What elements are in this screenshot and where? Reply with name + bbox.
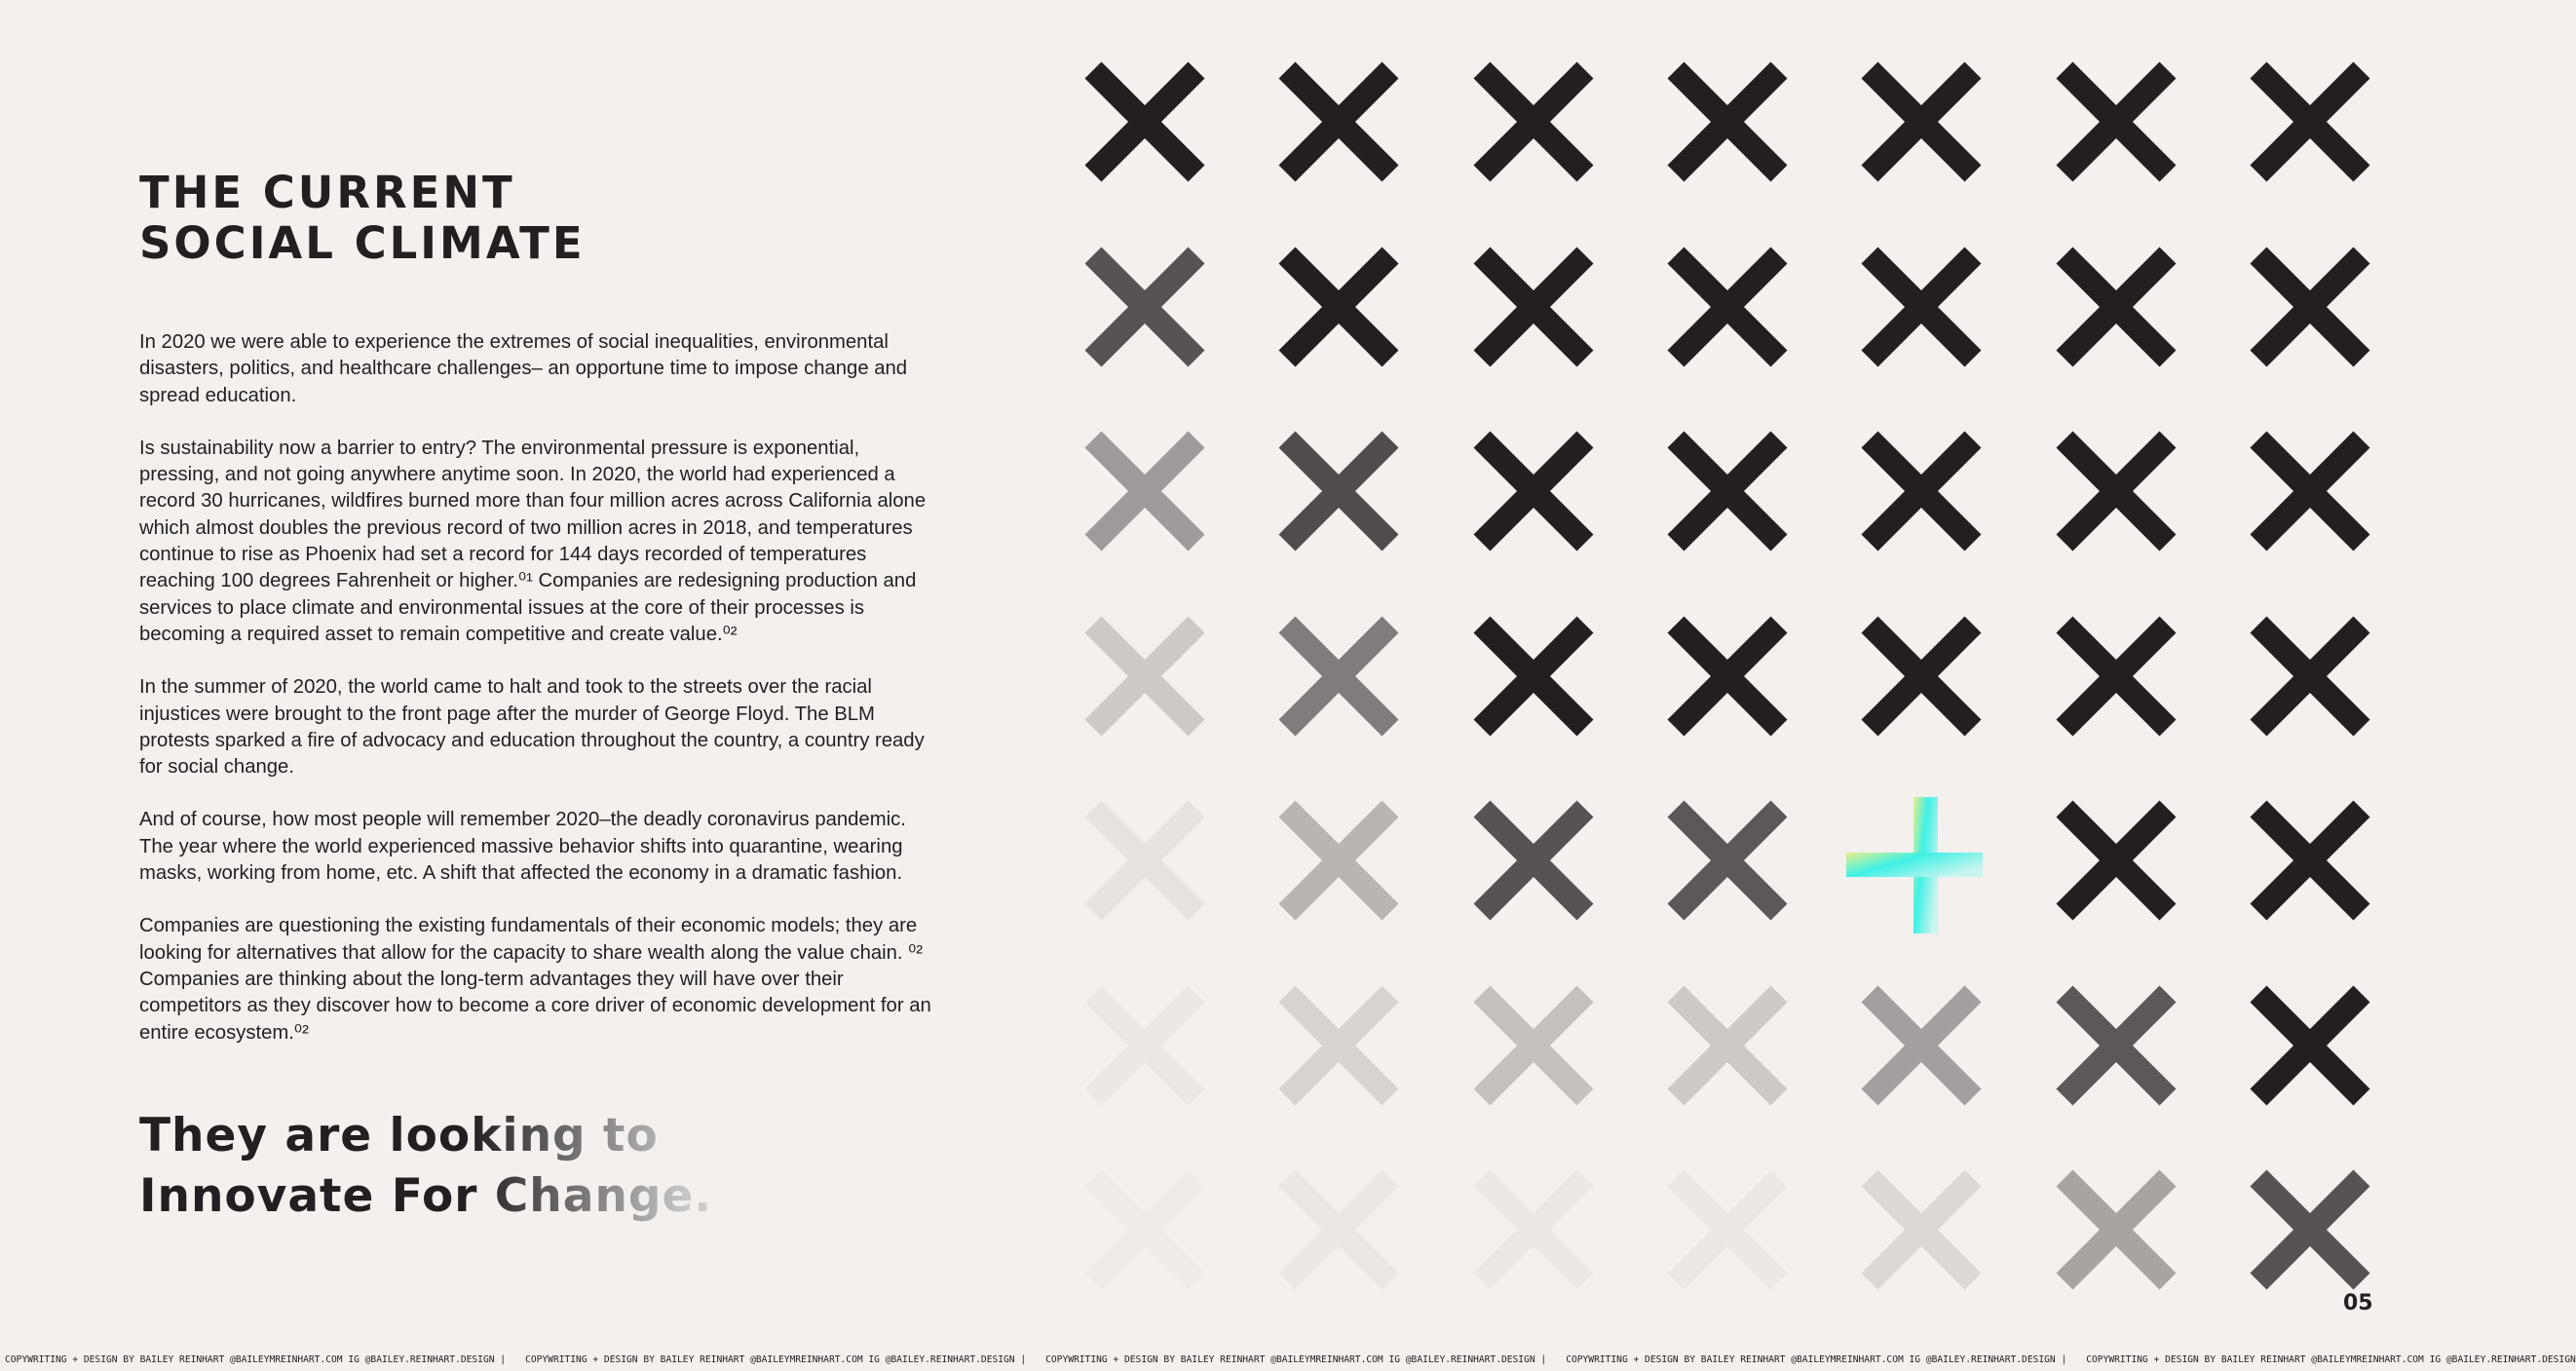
- page-title-line-2: SOCIAL CLIMATE: [139, 217, 586, 269]
- x-mark-icon: [1664, 244, 1791, 370]
- x-mark-icon: [1858, 58, 1985, 185]
- tagline: [139, 1106, 712, 1227]
- x-mark-icon: [1470, 982, 1597, 1109]
- x-mark-icon: [2053, 58, 2179, 185]
- x-mark-icon: [2247, 982, 2373, 1109]
- footer-credit: COPYWRITING + DESIGN BY BAILEY REINHART @BAILEYMREINHART.COM IG @BAILEY.REINHART.DESIGN |: [525, 1354, 1027, 1365]
- x-mark-icon: [1275, 797, 1402, 924]
- tagline-line-2: Innovate For Change.: [139, 1169, 713, 1223]
- x-mark-icon: [2247, 797, 2373, 924]
- x-mark-icon: [1081, 982, 1208, 1109]
- footer-credits: [0, 1352, 2576, 1368]
- x-mark-icon: [1664, 797, 1791, 924]
- x-mark-icon: [1858, 982, 1985, 1109]
- footer-credit: COPYWRITING + DESIGN BY BAILEY REINHART @BAILEYMREINHART.COM IG @BAILEY.REINHART.DESIGN |: [1045, 1354, 1547, 1365]
- paragraph-environment: Is sustainability now a barrier to entry? The environmental pressure is exponential, pressing, and not going anywhere anytime soon. In 2020, the world had experienced a record 30 hurricanes, wildfires burned more than four million acres across California alone which almost doubles the previous record of two million acres in 2018, and temperatures continue to rise as Phoenix had set a record for 144 days recorded of temperatures reaching 100 degrees Fahrenheit or higher.⁰¹ Companies are redesigning production and services to place climate and environmental issues at the core of their processes is becoming a required asset to remain competitive and create value.⁰²: [139, 437, 927, 645]
- x-mark-icon: [1470, 428, 1597, 554]
- page-title: [139, 168, 586, 269]
- x-mark-icon: [2247, 244, 2373, 370]
- x-mark-icon: [1275, 244, 1402, 370]
- x-mark-icon: [1081, 613, 1208, 740]
- x-mark-icon: [1275, 982, 1402, 1109]
- x-mark-icon: [2053, 797, 2179, 924]
- body-text: [139, 329, 938, 1073]
- x-mark-icon: [1858, 428, 1985, 554]
- x-mark-icon: [2053, 613, 2179, 740]
- x-mark-icon: [2247, 58, 2373, 185]
- x-mark-icon: [1664, 428, 1791, 554]
- paragraph-intro: In 2020 we were able to experience the extremes of social inequalities, environmental disasters, politics, and healthcare challenges– an opportune time to impose change and spread education.: [139, 331, 908, 406]
- x-mark-icon: [1858, 613, 1985, 740]
- x-mark-icon: [1081, 797, 1208, 924]
- x-mark-icon: [1470, 244, 1597, 370]
- x-mark-icon: [1275, 613, 1402, 740]
- x-mark-icon: [1664, 58, 1791, 185]
- footer-credit: COPYWRITING + DESIGN BY BAILEY REINHART @BAILEYMREINHART.COM IG @BAILEY.REINHART.DESIGN |: [1566, 1354, 2067, 1365]
- plus-icon: [1858, 797, 1985, 924]
- paragraph-social-justice: In the summer of 2020, the world came to halt and took to the streets over the racial injustices were brought to the front page after the murder of George Floyd. The BLM protests sparked a fire of advocacy and education throughout the country, a country ready for social change.: [139, 676, 925, 779]
- x-mark-icon: [2247, 1166, 2373, 1293]
- x-mark-icon: [1664, 982, 1791, 1109]
- x-mark-icon: [1275, 58, 1402, 185]
- x-mark-icon: [1470, 1166, 1597, 1293]
- x-mark-icon: [1275, 1166, 1402, 1293]
- x-mark-icon: [2053, 428, 2179, 554]
- x-mark-icon: [2053, 244, 2179, 370]
- x-mark-icon: [1081, 58, 1208, 185]
- x-mark-icon: [1081, 428, 1208, 554]
- x-mark-icon: [2053, 1166, 2179, 1293]
- footer-credit: COPYWRITING + DESIGN BY BAILEY REINHART @BAILEYMREINHART.COM IG @BAILEY.REINHART.DESIGN |: [5, 1354, 507, 1365]
- page-title-line-1: THE CURRENT: [139, 167, 515, 218]
- footer-credit: COPYWRITING + DESIGN BY BAILEY REINHART @BAILEYMREINHART.COM IG @BAILEY.REINHART.DESIGN: [2086, 1354, 2576, 1365]
- x-mark-icon: [1470, 58, 1597, 185]
- x-mark-icon: [1081, 244, 1208, 370]
- x-mark-icon: [1470, 613, 1597, 740]
- tagline-line-1: They are looking to: [139, 1109, 659, 1162]
- x-mark-icon: [2053, 982, 2179, 1109]
- x-mark-icon: [2247, 613, 2373, 740]
- page-number: 05: [2343, 1291, 2373, 1315]
- x-mark-icon: [1664, 1166, 1791, 1293]
- mark-grid: [1081, 58, 2397, 1315]
- paragraph-economic-models: Companies are questioning the existing fundamentals of their economic models; they are looking for alternatives that allow for the capacity to share wealth along the value chain. ⁰² Companies are thinking about the long-term advantages they will have over their competitors as they discover how to become a core driver of economic development for an entire ecosystem.⁰²: [139, 915, 931, 1044]
- x-mark-icon: [1858, 1166, 1985, 1293]
- x-mark-icon: [1858, 244, 1985, 370]
- x-mark-icon: [1664, 613, 1791, 740]
- x-mark-icon: [2247, 428, 2373, 554]
- x-mark-icon: [1275, 428, 1402, 554]
- paragraph-pandemic: And of course, how most people will remember 2020–the deadly coronavirus pandemic. The year where the world experienced massive behavior shifts into quarantine, wearing masks, working from home, etc. A shift that affected the economy in a dramatic fashion.: [139, 809, 906, 885]
- x-mark-icon: [1081, 1166, 1208, 1293]
- x-mark-icon: [1470, 797, 1597, 924]
